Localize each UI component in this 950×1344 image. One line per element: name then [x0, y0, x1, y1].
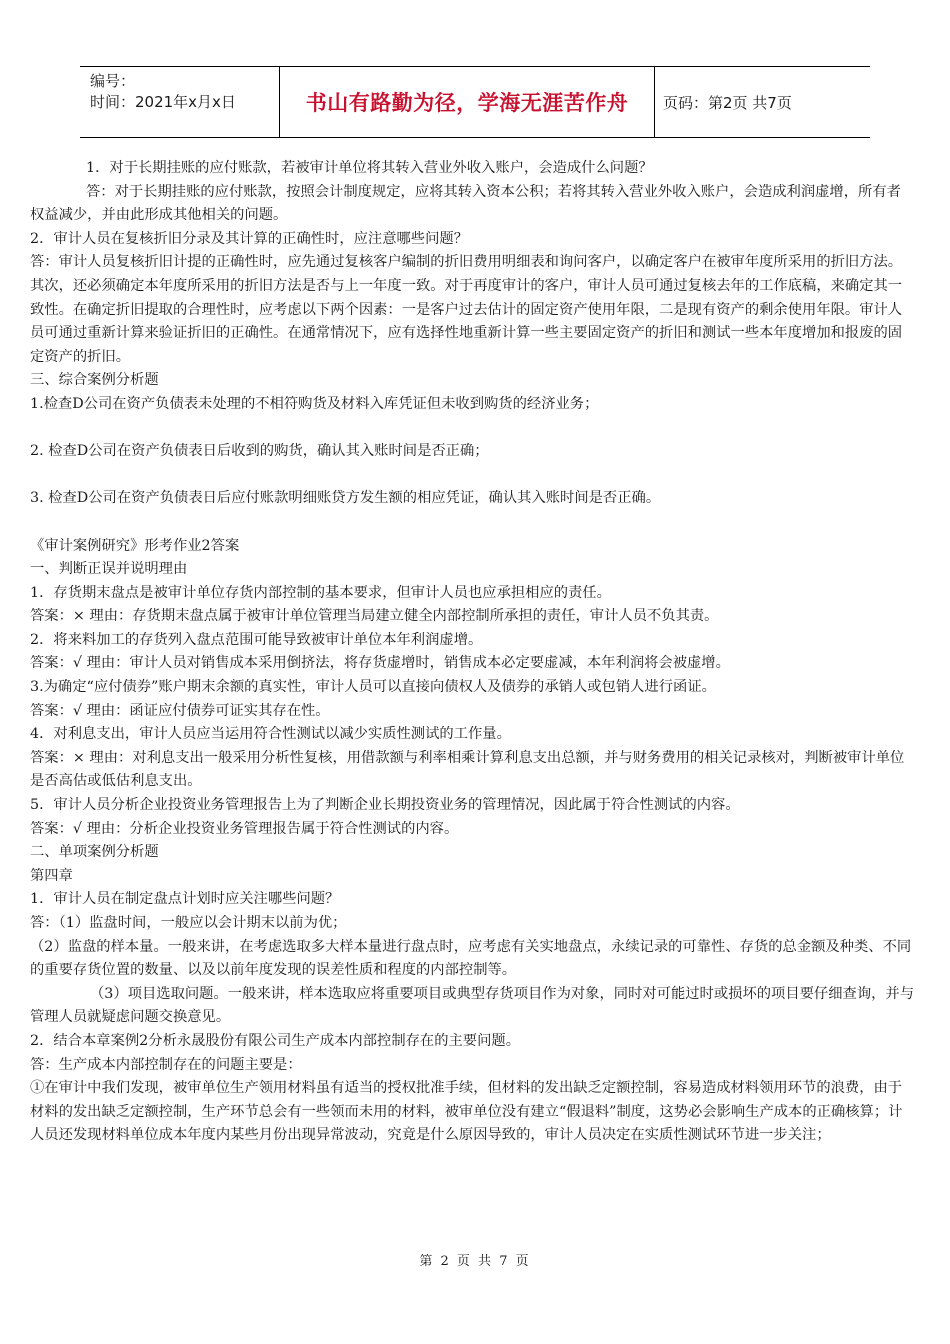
- question-2: 2．审计人员在复核折旧分录及其计算的正确性时，应注意哪些问题？: [30, 230, 468, 247]
- answer-2: 答：审计人员复核折旧计提的正确性时，应先通过复核客户编制的折旧费用明细表和询问客户，以确定客户在被审年度所采用的折旧方法。其次，还必须确定本年度所采用的折旧方法是否与上一年度一致。对于再度审计的客户，审计人员可通过复核去年的工作底稿，来确定其一致性。在确定折旧提取的合理性时，应考虑以下两个因素：一是客户过去估计的固定资产使用年限，二是现有资产的剩余使用年限。审计人员可通过重新计算来验证折旧的正确性。在通常情况下，应有选择性地重新计算一些主要固定资产的折旧和测试一些本年度增加和报废的固定资产的折旧。: [30, 254, 903, 365]
- case-question-1: 1．审计人员在制定盘点计划时应关注哪些问题？: [30, 891, 340, 908]
- question-1: 1．对于长期挂账的应付账款，若被审计单位将其转入营业外收入账户，会造成什么问题？: [86, 160, 653, 176]
- case-answer-2-item-1: ①在审计中我们发现，被审单位生产领用材料虽有适当的授权批准手续，但材料的发出缺乏定额控制，容易造成材料领用环节的浪费，由于材料的发出缺乏定额控制，生产环节总会有一些领而未用的材料，被审单位没有建立“假退料”制度，这势必会影响生产成本的正确核算；计人员还发现材料单位成本年度内某些月份出现异常波动，究竟是什么原因导致的，审计人员决定在实质性测试环节进一步关注；: [30, 1080, 903, 1144]
- header-date: 时间：2021年x月x日: [90, 93, 236, 111]
- statement-3: 3.为确定“应付债券”账户期末余额的真实性，审计人员可以直接向债权人及债券的承销人或包销人进行函证。: [30, 679, 716, 696]
- case-question-2: 2．结合本章案例2分析永晟股份有限公司生产成本内部控制存在的主要问题。: [30, 1032, 520, 1049]
- case-item-2: 2. 检查D公司在资产负债表日后收到的购货，确认其入账时间是否正确；: [30, 443, 489, 460]
- case-item-3: 3. 检查D公司在资产负债表日后应付账款明细账贷方发生额的相应凭证，确认其入账时间是否正确。: [30, 490, 661, 507]
- document-body: [30, 157, 915, 1148]
- case-answer-1-part-2: （2）监盘的样本量。一般来讲，在考虑选取多大样本量进行盘点时，应考虑有关实地盘点，永续记录的可靠性、存货的总金额及种类、不同的重要存货位置的数量、以及以前年度发现的误差性质和程度的内部控制等。: [30, 938, 912, 979]
- header-number: 编号：: [90, 72, 136, 90]
- statement-answer-1: 答案：× 理由：存货期末盘点属于被审计单位管理当局建立健全内部控制所承担的责任，审计人员不负其责。: [30, 608, 719, 625]
- chapter-heading: 第四章: [30, 867, 73, 884]
- statement-5: 5．审计人员分析企业投资业务管理报告上为了判断企业长期投资业务的管理情况，因此属于符合性测试的内容。: [30, 797, 740, 814]
- case-answer-1-part-3: （3）项目选取问题。一般来讲，样本选取应将重要项目或典型存货项目作为对象，同时对可能过时或损坏的项目要仔细查询，并与管理人员就疑虑问题交换意见。: [30, 985, 915, 1026]
- assignment-title: 《审计案例研究》形考作业2答案: [30, 537, 240, 554]
- page-header: [80, 66, 870, 138]
- statement-1: 1．存货期末盘点是被审计单位存货内部控制的基本要求，但审计人员也应承担相应的责任。: [30, 584, 611, 601]
- answer-1: 答：对于长期挂账的应付账款，按照会计制度规定，应将其转入资本公积；若将其转入营业外收入账户，会造成利润虚增，所有者权益减少，并由此形成其他相关的问题。: [30, 183, 901, 224]
- header-page-number: 页码：第2页 共7页: [663, 93, 792, 112]
- case-answer-1: 答：（1）监盘时间，一般应以会计期末以前为优；: [30, 915, 347, 931]
- statement-answer-3: 答案：√ 理由：函证应付债券可证实其存在性。: [30, 702, 330, 719]
- statement-answer-5: 答案：√ 理由：分析企业投资业务管理报告属于符合性测试的内容。: [30, 820, 459, 837]
- section-heading: 二、单项案例分析题: [30, 844, 159, 861]
- header-meta: [80, 67, 280, 137]
- statement-4: 4．对利息支出，审计人员应当运用符合性测试以减少实质性测试的工作量。: [30, 726, 511, 743]
- statement-answer-2: 答案：√ 理由：审计人员对销售成本采用倒挤法，将存货虚增时，销售成本必定要虚减，本年利润将会被虚增。: [30, 655, 730, 672]
- section-heading: 三、综合案例分析题: [30, 372, 159, 389]
- section-heading: 一、判断正误并说明理由: [30, 561, 188, 578]
- case-item-1: 1.检查D公司在资产负债表未处理的不相符购货及材料入库凭证但未收到购货的经济业务；: [30, 395, 599, 412]
- statement-2: 2．将来料加工的存货列入盘点范围可能导致被审计单位本年利润虚增。: [30, 631, 483, 648]
- page-footer: 第 2 页 共 7 页: [419, 1254, 531, 1269]
- case-answer-2: 答：生产成本内部控制存在的问题主要是：: [30, 1056, 302, 1073]
- statement-answer-4: 答案：× 理由：对利息支出一般采用分析性复核，用借款额与利率相乘计算利息支出总额，并与财务费用的相关记录核对，判断被审计单位是否高估或低估利息支出。: [30, 749, 905, 790]
- header-motto: 书山有路勤为径，学海无涯苦作舟: [280, 67, 655, 137]
